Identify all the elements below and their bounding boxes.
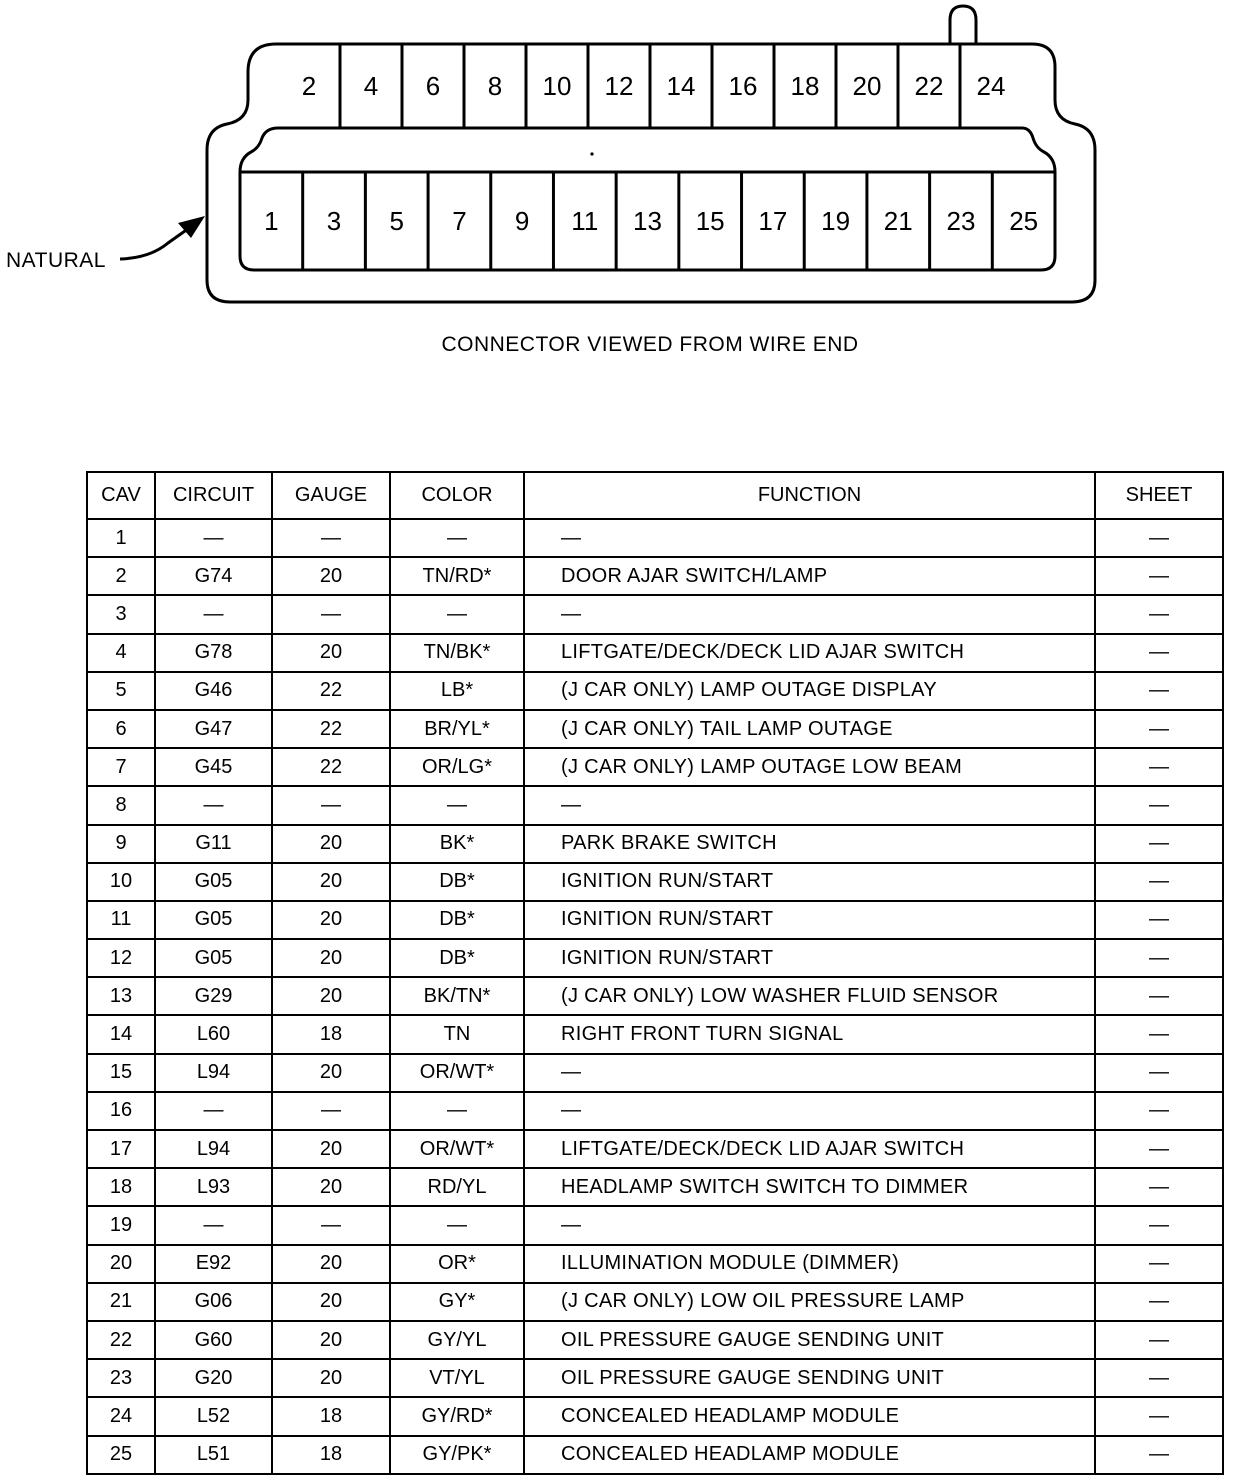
cell-sheet: — xyxy=(1095,1015,1223,1053)
cell-function: RIGHT FRONT TURN SIGNAL xyxy=(524,1015,1095,1053)
table-row xyxy=(87,672,1223,710)
cell-cav: 24 xyxy=(87,1397,155,1435)
cell-sheet: — xyxy=(1095,1130,1223,1168)
header-gauge: GAUGE xyxy=(272,472,390,519)
table-row xyxy=(87,825,1223,863)
cell-gauge: 20 xyxy=(272,977,390,1015)
pin-number-2: 2 xyxy=(301,71,317,101)
header-color: COLOR xyxy=(390,472,524,519)
cell-sheet: — xyxy=(1095,1168,1223,1206)
cell-cav: 5 xyxy=(87,672,155,710)
cell-function: OIL PRESSURE GAUGE SENDING UNIT xyxy=(524,1321,1095,1359)
cell-cav: 17 xyxy=(87,1130,155,1168)
table-row xyxy=(87,863,1223,901)
cell-color: RD/YL xyxy=(390,1168,524,1206)
bottom-pin-row xyxy=(240,172,1055,270)
cell-circuit: L52 xyxy=(155,1397,272,1435)
table-row xyxy=(87,710,1223,748)
cell-cav: 14 xyxy=(87,1015,155,1053)
pin-number-7: 7 xyxy=(452,206,467,236)
table-row xyxy=(87,939,1223,977)
table-row xyxy=(87,1168,1223,1206)
cell-function: (J CAR ONLY) LAMP OUTAGE LOW BEAM xyxy=(524,748,1095,786)
cell-function: — xyxy=(524,1092,1095,1130)
pin-number-20: 20 xyxy=(852,71,882,101)
cell-gauge: — xyxy=(272,1092,390,1130)
table-row xyxy=(87,1436,1223,1474)
cell-gauge: 20 xyxy=(272,1321,390,1359)
cell-color: — xyxy=(390,519,524,557)
cell-color: DB* xyxy=(390,901,524,939)
pin-number-5: 5 xyxy=(389,206,404,236)
cell-cav: 20 xyxy=(87,1245,155,1283)
cell-gauge: 20 xyxy=(272,863,390,901)
cell-sheet: — xyxy=(1095,786,1223,824)
cell-sheet: — xyxy=(1095,710,1223,748)
cell-color: DB* xyxy=(390,863,524,901)
pin-number-9: 9 xyxy=(514,206,530,236)
cell-circuit: L60 xyxy=(155,1015,272,1053)
cell-gauge: — xyxy=(272,1206,390,1244)
cell-circuit: G11 xyxy=(155,825,272,863)
housing-dot xyxy=(590,152,593,155)
table-row xyxy=(87,1054,1223,1092)
cell-cav: 19 xyxy=(87,1206,155,1244)
cell-function: CONCEALED HEADLAMP MODULE xyxy=(524,1397,1095,1435)
cell-sheet: — xyxy=(1095,1436,1223,1474)
cell-circuit: G20 xyxy=(155,1359,272,1397)
cell-sheet: — xyxy=(1095,672,1223,710)
cell-color: OR* xyxy=(390,1245,524,1283)
cell-circuit: E92 xyxy=(155,1245,272,1283)
diagram-caption: CONNECTOR VIEWED FROM WIRE END xyxy=(441,333,859,356)
cell-cav: 7 xyxy=(87,748,155,786)
pin-number-21: 21 xyxy=(883,206,913,236)
cell-sheet: — xyxy=(1095,1245,1223,1283)
cell-color: TN xyxy=(390,1015,524,1053)
cell-gauge: 20 xyxy=(272,1359,390,1397)
cell-circuit: G74 xyxy=(155,557,272,595)
natural-leader-line xyxy=(120,226,192,259)
table-row xyxy=(87,786,1223,824)
pin-number-3: 3 xyxy=(326,206,342,236)
cell-color: BR/YL* xyxy=(390,710,524,748)
cell-cav: 12 xyxy=(87,939,155,977)
table-row xyxy=(87,977,1223,1015)
cell-cav: 22 xyxy=(87,1321,155,1359)
cell-circuit: G05 xyxy=(155,939,272,977)
cell-circuit: G47 xyxy=(155,710,272,748)
cell-function: DOOR AJAR SWITCH/LAMP xyxy=(524,557,1095,595)
cell-cav: 23 xyxy=(87,1359,155,1397)
cell-color: TN/RD* xyxy=(390,557,524,595)
cell-gauge: — xyxy=(272,519,390,557)
pin-number-23: 23 xyxy=(946,206,976,236)
table-row xyxy=(87,1359,1223,1397)
cell-gauge: 20 xyxy=(272,939,390,977)
table-row xyxy=(87,901,1223,939)
cell-gauge: 20 xyxy=(272,825,390,863)
cell-function: LIFTGATE/DECK/DECK LID AJAR SWITCH xyxy=(524,634,1095,672)
cell-sheet: — xyxy=(1095,863,1223,901)
cell-color: OR/WT* xyxy=(390,1130,524,1168)
pin-number-12: 12 xyxy=(604,71,634,101)
cell-function: — xyxy=(524,519,1095,557)
cell-color: GY/RD* xyxy=(390,1397,524,1435)
cell-function: PARK BRAKE SWITCH xyxy=(524,825,1095,863)
table-row xyxy=(87,1245,1223,1283)
cell-gauge: 20 xyxy=(272,634,390,672)
cell-sheet: — xyxy=(1095,1397,1223,1435)
cell-gauge: 18 xyxy=(272,1015,390,1053)
table-row xyxy=(87,1130,1223,1168)
cell-gauge: 18 xyxy=(272,1436,390,1474)
cell-function: (J CAR ONLY) LOW OIL PRESSURE LAMP xyxy=(524,1283,1095,1321)
connector-inner-cavity xyxy=(240,128,1055,270)
cell-cav: 9 xyxy=(87,825,155,863)
cell-gauge: 20 xyxy=(272,1168,390,1206)
table-row xyxy=(87,634,1223,672)
cell-gauge: — xyxy=(272,786,390,824)
pin-number-4: 4 xyxy=(363,71,379,101)
cell-circuit: L93 xyxy=(155,1168,272,1206)
cell-gauge: 20 xyxy=(272,557,390,595)
cell-gauge: 20 xyxy=(272,901,390,939)
cell-color: GY/PK* xyxy=(390,1436,524,1474)
pin-number-13: 13 xyxy=(633,206,662,236)
cell-gauge: 18 xyxy=(272,1397,390,1435)
pin-number-6: 6 xyxy=(425,71,441,101)
cell-sheet: — xyxy=(1095,1054,1223,1092)
cell-sheet: — xyxy=(1095,1283,1223,1321)
cell-cav: 25 xyxy=(87,1436,155,1474)
pin-number-15: 15 xyxy=(695,206,725,236)
header-cav: CAV xyxy=(87,472,155,519)
cell-color: BK* xyxy=(390,825,524,863)
cell-function: — xyxy=(524,595,1095,633)
cell-gauge: 20 xyxy=(272,1054,390,1092)
cell-circuit: L94 xyxy=(155,1130,272,1168)
cell-function: IGNITION RUN/START xyxy=(524,939,1095,977)
table-row xyxy=(87,595,1223,633)
cell-sheet: — xyxy=(1095,1092,1223,1130)
cell-color: GY/YL xyxy=(390,1321,524,1359)
cell-color: — xyxy=(390,595,524,633)
table-row xyxy=(87,748,1223,786)
pin-number-19: 19 xyxy=(821,206,851,236)
cell-function: IGNITION RUN/START xyxy=(524,901,1095,939)
cell-circuit: G05 xyxy=(155,901,272,939)
pin-number-18: 18 xyxy=(790,71,820,101)
cell-cav: 11 xyxy=(87,901,155,939)
cell-cav: 18 xyxy=(87,1168,155,1206)
cell-function: HEADLAMP SWITCH SWITCH TO DIMMER xyxy=(524,1168,1095,1206)
cell-gauge: 20 xyxy=(272,1130,390,1168)
cell-gauge: 22 xyxy=(272,710,390,748)
table-header-row xyxy=(87,472,1223,519)
table-row xyxy=(87,519,1223,557)
cell-color: — xyxy=(390,1206,524,1244)
pin-number-10: 10 xyxy=(542,71,572,101)
table-row xyxy=(87,1092,1223,1130)
cell-function: ILLUMINATION MODULE (DIMMER) xyxy=(524,1245,1095,1283)
cell-cav: 13 xyxy=(87,977,155,1015)
cell-sheet: — xyxy=(1095,977,1223,1015)
cell-cav: 2 xyxy=(87,557,155,595)
cell-color: TN/BK* xyxy=(390,634,524,672)
cell-function: IGNITION RUN/START xyxy=(524,863,1095,901)
cell-circuit: — xyxy=(155,786,272,824)
cell-color: GY* xyxy=(390,1283,524,1321)
cell-sheet: — xyxy=(1095,939,1223,977)
top-pin-row xyxy=(302,44,1006,128)
pin-number-22: 22 xyxy=(914,71,944,101)
cell-sheet: — xyxy=(1095,748,1223,786)
cell-sheet: — xyxy=(1095,634,1223,672)
cell-function: OIL PRESSURE GAUGE SENDING UNIT xyxy=(524,1359,1095,1397)
cell-sheet: — xyxy=(1095,557,1223,595)
cell-color: — xyxy=(390,786,524,824)
cell-circuit: L51 xyxy=(155,1436,272,1474)
cell-cav: 21 xyxy=(87,1283,155,1321)
pin-number-1: 1 xyxy=(264,206,279,236)
cell-circuit: — xyxy=(155,519,272,557)
cell-cav: 4 xyxy=(87,634,155,672)
cell-function: — xyxy=(524,1206,1095,1244)
cell-sheet: — xyxy=(1095,519,1223,557)
cell-cav: 3 xyxy=(87,595,155,633)
cell-cav: 8 xyxy=(87,786,155,824)
pin-number-17: 17 xyxy=(758,206,788,236)
cell-function: — xyxy=(524,786,1095,824)
cell-cav: 16 xyxy=(87,1092,155,1130)
connector-diagram xyxy=(0,0,1248,420)
cell-color: DB* xyxy=(390,939,524,977)
cell-circuit: G46 xyxy=(155,672,272,710)
cell-function: — xyxy=(524,1054,1095,1092)
cell-circuit: — xyxy=(155,1092,272,1130)
cell-sheet: — xyxy=(1095,595,1223,633)
cell-circuit: G29 xyxy=(155,977,272,1015)
cell-function: CONCEALED HEADLAMP MODULE xyxy=(524,1436,1095,1474)
pin-number-24: 24 xyxy=(976,71,1006,101)
cell-cav: 1 xyxy=(87,519,155,557)
cell-circuit: — xyxy=(155,1206,272,1244)
cell-circuit: — xyxy=(155,595,272,633)
cell-gauge: 20 xyxy=(272,1283,390,1321)
cell-function: (J CAR ONLY) LAMP OUTAGE DISPLAY xyxy=(524,672,1095,710)
table-row xyxy=(87,1321,1223,1359)
cell-sheet: — xyxy=(1095,1321,1223,1359)
pin-number-16: 16 xyxy=(728,71,758,101)
pin-number-25: 25 xyxy=(1009,206,1039,236)
cell-function: LIFTGATE/DECK/DECK LID AJAR SWITCH xyxy=(524,1130,1095,1168)
cell-cav: 6 xyxy=(87,710,155,748)
natural-label: NATURAL xyxy=(6,249,106,272)
header-function: FUNCTION xyxy=(524,472,1095,519)
cell-color: — xyxy=(390,1092,524,1130)
cell-color: VT/YL xyxy=(390,1359,524,1397)
table-row xyxy=(87,1015,1223,1053)
cell-color: BK/TN* xyxy=(390,977,524,1015)
cell-sheet: — xyxy=(1095,901,1223,939)
cell-color: LB* xyxy=(390,672,524,710)
cell-color: OR/LG* xyxy=(390,748,524,786)
latch-tab xyxy=(950,6,976,44)
cell-sheet: — xyxy=(1095,825,1223,863)
cell-gauge: — xyxy=(272,595,390,633)
cell-function: (J CAR ONLY) TAIL LAMP OUTAGE xyxy=(524,710,1095,748)
cell-cav: 10 xyxy=(87,863,155,901)
cell-sheet: — xyxy=(1095,1206,1223,1244)
cell-gauge: 20 xyxy=(272,1245,390,1283)
table-row xyxy=(87,557,1223,595)
cell-gauge: 22 xyxy=(272,748,390,786)
cell-circuit: G78 xyxy=(155,634,272,672)
pin-number-11: 11 xyxy=(571,206,599,236)
cell-sheet: — xyxy=(1095,1359,1223,1397)
table-row xyxy=(87,1397,1223,1435)
cell-gauge: 22 xyxy=(272,672,390,710)
cell-function: (J CAR ONLY) LOW WASHER FLUID SENSOR xyxy=(524,977,1095,1015)
cell-circuit: L94 xyxy=(155,1054,272,1092)
header-circuit: CIRCUIT xyxy=(155,472,272,519)
cell-color: OR/WT* xyxy=(390,1054,524,1092)
pinout-table xyxy=(86,471,1224,1475)
cell-circuit: G05 xyxy=(155,863,272,901)
cell-circuit: G45 xyxy=(155,748,272,786)
pin-number-14: 14 xyxy=(666,71,696,101)
cell-cav: 15 xyxy=(87,1054,155,1092)
table-row xyxy=(87,1206,1223,1244)
pin-number-8: 8 xyxy=(487,71,503,101)
cell-circuit: G06 xyxy=(155,1283,272,1321)
table-row xyxy=(87,1283,1223,1321)
header-sheet: SHEET xyxy=(1095,472,1223,519)
cell-circuit: G60 xyxy=(155,1321,272,1359)
